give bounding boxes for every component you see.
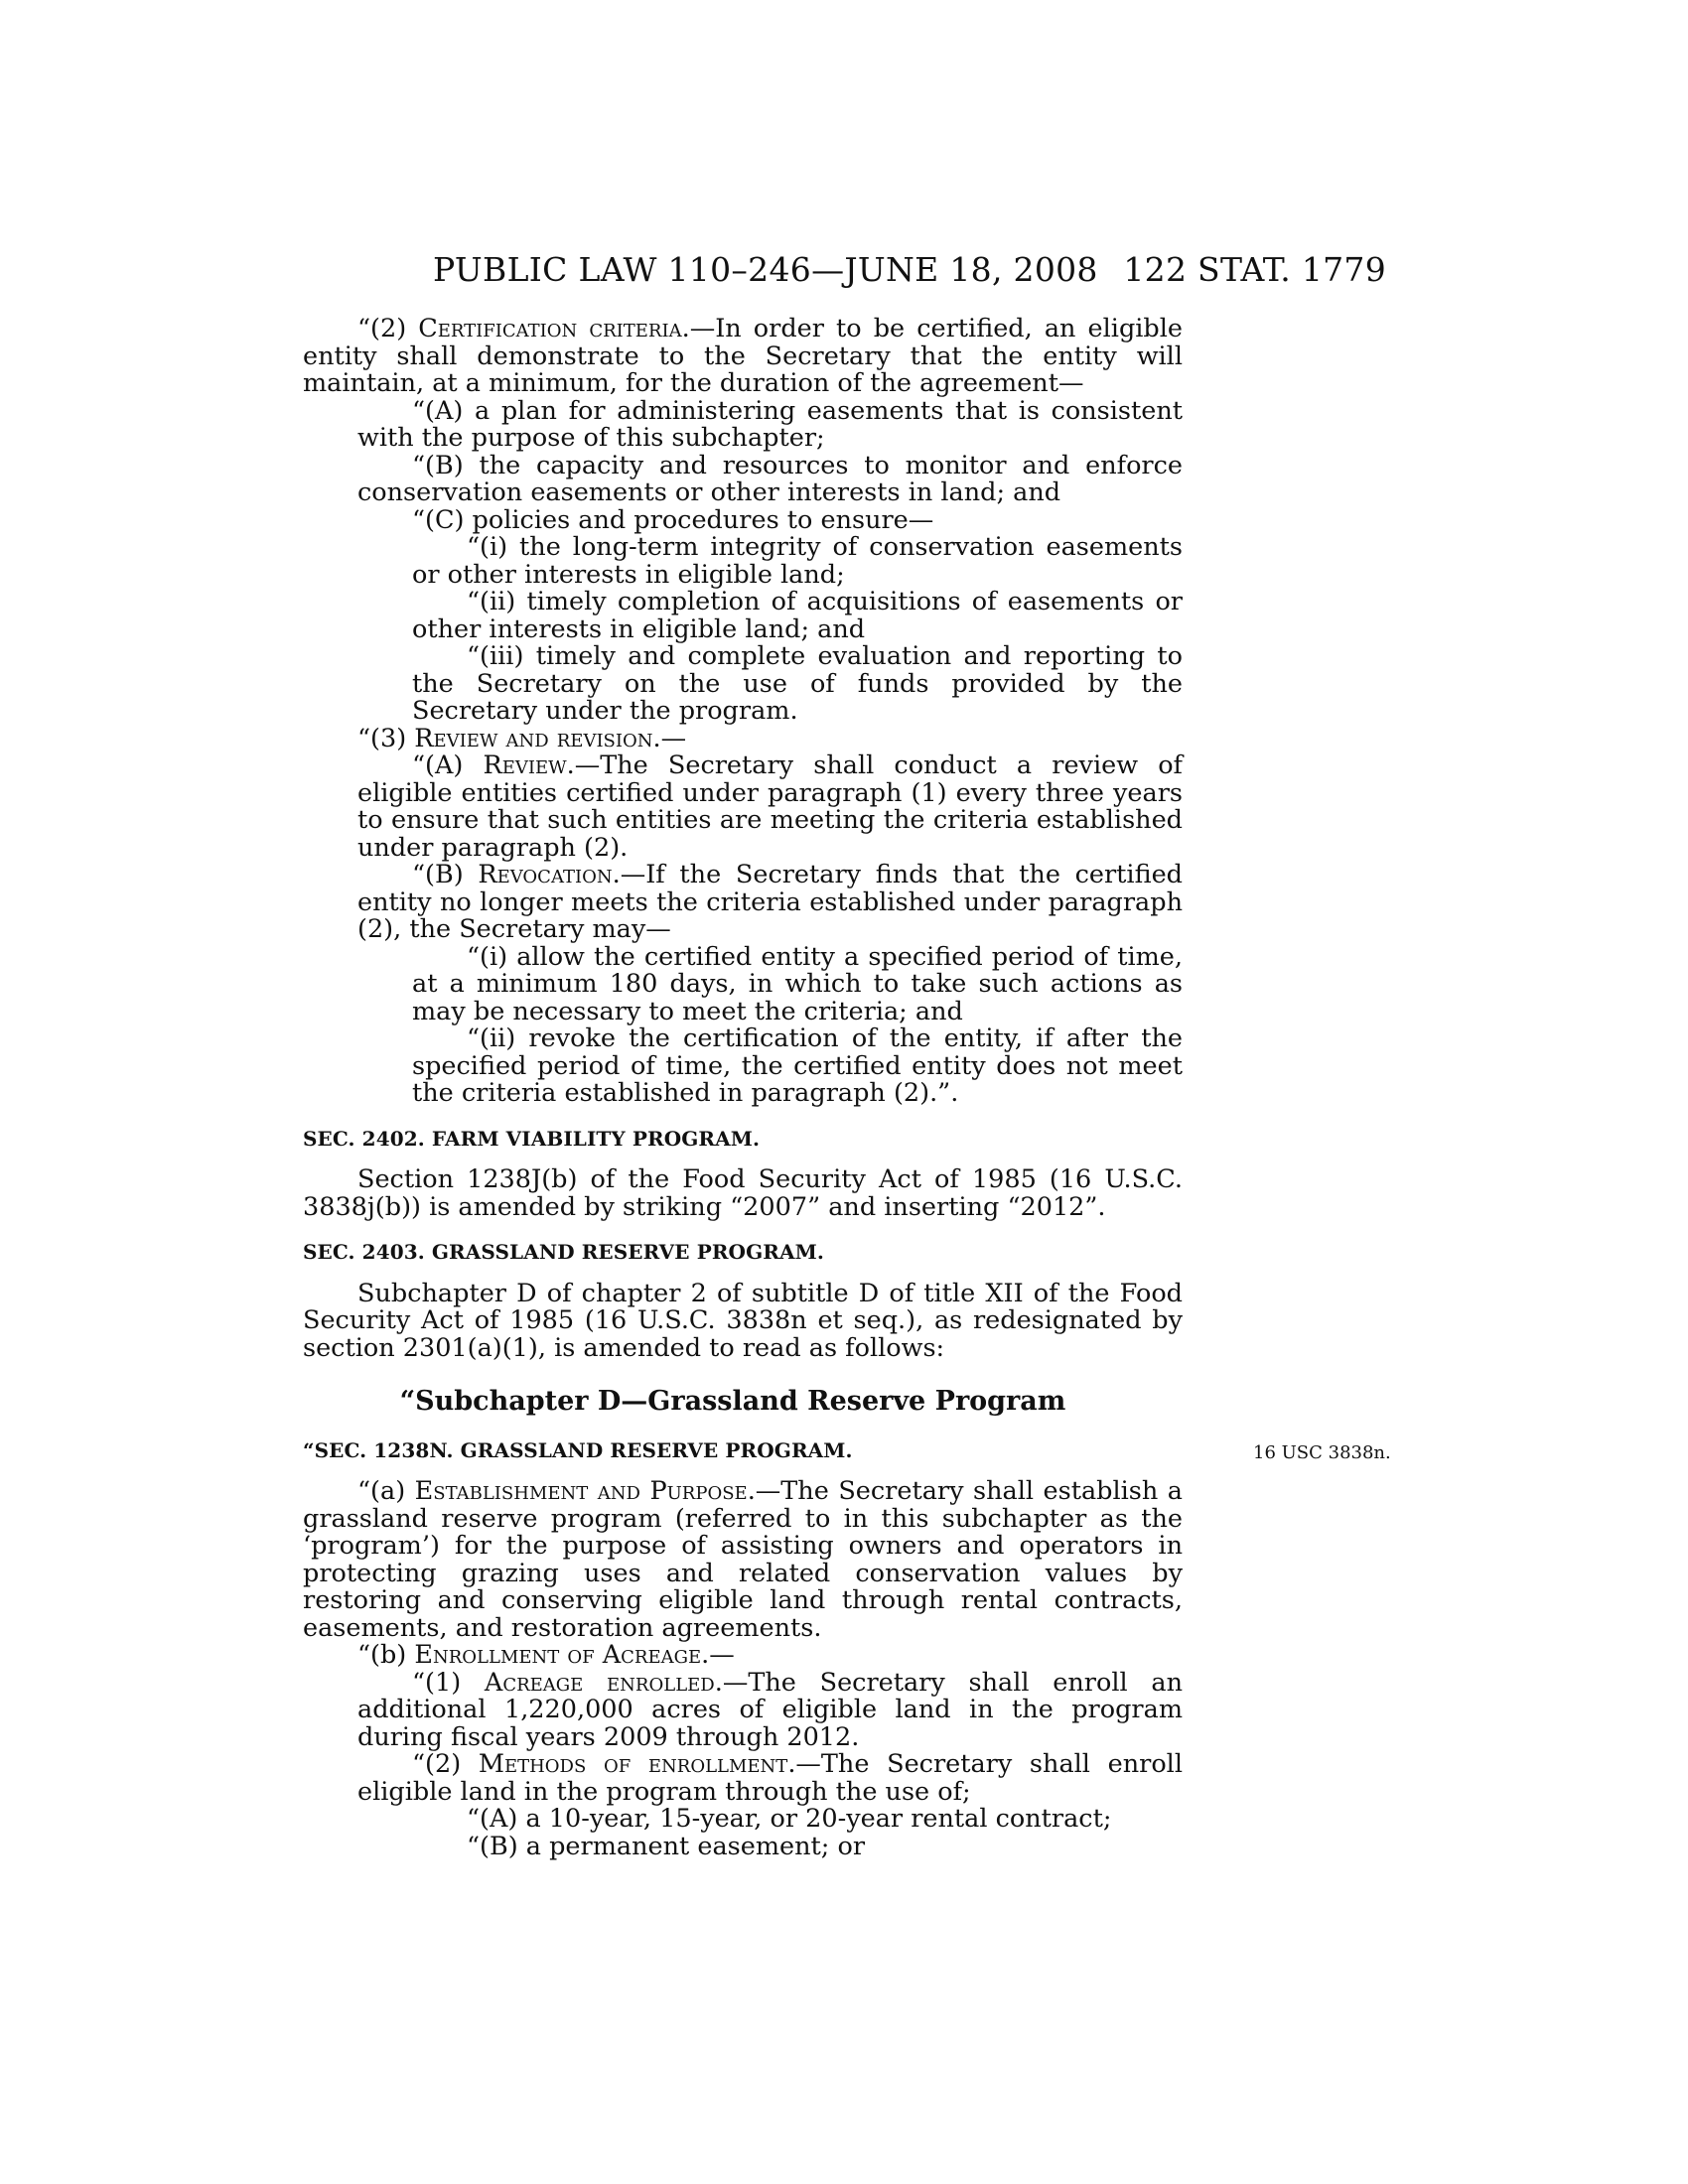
paragraph-methods-of-enrollment: “(2) Methods of enrollment.—The Secretary shall enroll eligible land in the program through the use of; xyxy=(357,1749,1183,1807)
paragraph-enrollment-of-acreage: “(b) Enrollment of Acreage.— xyxy=(357,1640,735,1670)
page-body xyxy=(303,314,1391,1861)
paragraph-2-b: “(B) the capacity and resources to monitor and enforce conservation easements or other interests in land; and xyxy=(357,450,1183,507)
paragraph-3-a-review: “(A) Review.—The Secretary shall conduct a review of eligible entities certified under paragraph (1) every three years to ensure that such entities are meeting the criteria established under paragraph (2). xyxy=(357,751,1183,863)
paragraph-2-c-i: “(i) the long-term integrity of conservation easements or other interests in eligible land; xyxy=(412,532,1183,590)
paragraph-permanent-easement: “(B) a permanent easement; or xyxy=(467,1831,866,1861)
paragraph-2-c-iii: “(iii) timely and complete evaluation and reporting to the Secretary on the use of funds provided by the Secretary under the program. xyxy=(412,641,1183,726)
paragraph-3-b-revocation: “(B) Revocation.—If the Secretary finds that the certified entity no longer meets the criteria established under paragraph (2), the Secretary may— xyxy=(357,860,1184,944)
paragraph-2-c-ii: “(ii) timely completion of acquisitions of easements or other interests in eligible land; and xyxy=(412,587,1183,644)
margin-note-usc: 16 USC 3838n. xyxy=(1253,1441,1391,1463)
paragraph-3-b-i: “(i) allow the certified entity a specified period of time, at a minimum 180 days, in which to take such actions as may be necessary to meet the criteria; and xyxy=(412,941,1183,1026)
section-heading-1238n: “SEC. 1238N. GRASSLAND RESERVE PROGRAM. xyxy=(303,1437,853,1462)
paragraph-2-a: “(A) a plan for administering easements that is consistent with the purpose of this subchapter; xyxy=(357,395,1183,453)
paragraph-establishment-and-purpose: “(a) Establishment and Purpose.—The Secretary shall establish a grassland reserve program (referred to in this subchapter as the ‘program’) for the purpose of assisting owners and operators in protecting grazing uses and related conservation values by restoring and conserving eligible land through rental contracts, easements, and restoration agreements. xyxy=(303,1476,1184,1643)
paragraph-certification-criteria: “(2) Certification criteria.—In order to be certified, an eligible entity shall demonstrate to the Secretary that the entity will maintain, at a minimum, for the duration of the agreement— xyxy=(303,314,1183,398)
paragraph-2-c: “(C) policies and procedures to ensure— xyxy=(412,504,934,535)
section-heading-2402: SEC. 2402. FARM VIABILITY PROGRAM. xyxy=(303,1126,761,1151)
paragraph-3-b-ii: “(ii) revoke the certification of the entity, if after the specified period of time, the certified entity does not meet the criteria established in paragraph (2).”. xyxy=(412,1024,1183,1108)
paragraph-rental-contract: “(A) a 10-year, 15-year, or 20-year rental contract; xyxy=(467,1804,1112,1834)
paragraph-review-and-revision: “(3) Review and revision.— xyxy=(357,723,687,753)
section-1238n-row xyxy=(303,1437,1391,1465)
subchapter-heading: “Subchapter D—Grassland Reserve Program xyxy=(399,1386,1066,1417)
paragraph-sec-2403-body: Subchapter D of chapter 2 of subtitle D of title XII of the Food Security Act of 1985 (16 U.S.C. 3838n et seq.), as redesignated by section 2301(a)(1), is amended to read as follows: xyxy=(303,1278,1183,1363)
paragraph-acreage-enrolled: “(1) Acreage enrolled.—The Secretary shall enroll an additional 1,220,000 acres of eligible land in the program during fiscal years 2009 through 2012. xyxy=(357,1667,1184,1752)
paragraph-sec-2402-body: Section 1238J(b) of the Food Security Act of 1985 (16 U.S.C. 3838j(b)) is amended by striking “2007” and inserting “2012”. xyxy=(303,1164,1183,1222)
running-header xyxy=(433,250,1386,290)
header-stat-page: 122 STAT. 1779 xyxy=(1123,250,1386,289)
header-public-law: PUBLIC LAW 110–246—JUNE 18, 2008 xyxy=(433,250,1098,289)
section-heading-2403: SEC. 2403. GRASSLAND RESERVE PROGRAM. xyxy=(303,1240,824,1264)
